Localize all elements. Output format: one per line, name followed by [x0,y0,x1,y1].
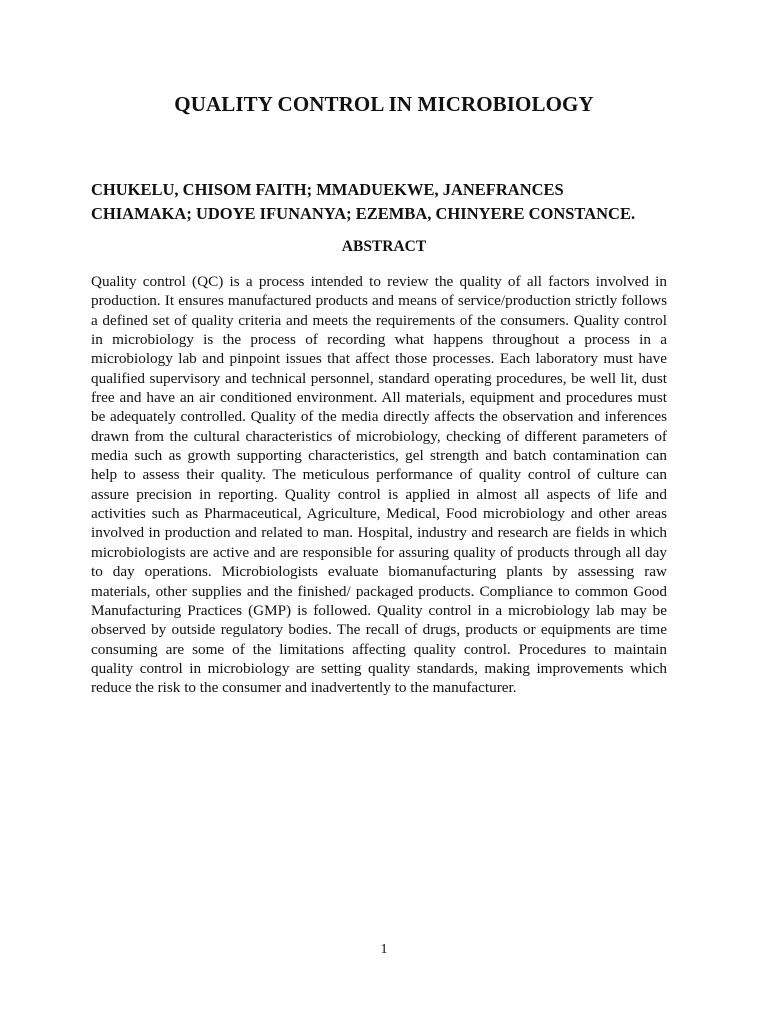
page-number: 1 [380,942,388,957]
author-list [91,178,691,226]
paper-title: QUALITY CONTROL IN MICROBIOLOGY [174,92,594,116]
author-line-1: CHUKELU, CHISOM FAITH; MMADUEKWE, JANEFRANCES [91,180,564,199]
abstract-body: Quality control (QC) is a process intended to review the quality of all factors involved in production. It ensures manufactured products and means of service/production strictly follows a defined set of quality criteria and meets the requirements of the consumers. Quality control in microbiology is the process of recording what happens throughout a process in a microbiology lab and pinpoint issues that affect those processes. Each laboratory must have qualified supervisory and technical personnel, standard operating procedures, be well lit, dust free and have an air conditioned environment. All materials, equipment and procedures must be adequately controlled. Quality of the media directly affects the observation and inferences drawn from the cultural characteristics of microbiology, checking of different parameters of media such as growth supporting characteristics, gel strength and batch contamination can help to assess their quality. The meticulous performance of quality control of culture can assure precision in reporting. Quality control is applied in almost all aspects of life and activities such as Pharmaceutical, Agriculture, Medical, Food microbiology and other areas involved in production and related to man. Hospital, industry and research are fields in which microbiologists are active and are responsible for assuring quality of products through all day to day operations. Microbiologists evaluate biomanufacturing plants by assessing raw materials, other supplies and the finished/ packaged products. Compliance to common Good Manufacturing Practices (GMP) is followed. Quality control in a microbiology lab may be observed by outside regulatory bodies. The recall of drugs, products or equipments are time consuming are some of the limitations affecting quality control. Procedures to maintain quality control in microbiology are setting quality standards, making improvements which reduce the risk to the consumer and inadvertently to the manufacturer. [91,273,667,697]
author-line-2: CHIAMAKA; UDOYE IFUNANYA; EZEMBA, CHINYERE CONSTANCE. [91,204,636,223]
abstract-heading: ABSTRACT [341,238,427,255]
